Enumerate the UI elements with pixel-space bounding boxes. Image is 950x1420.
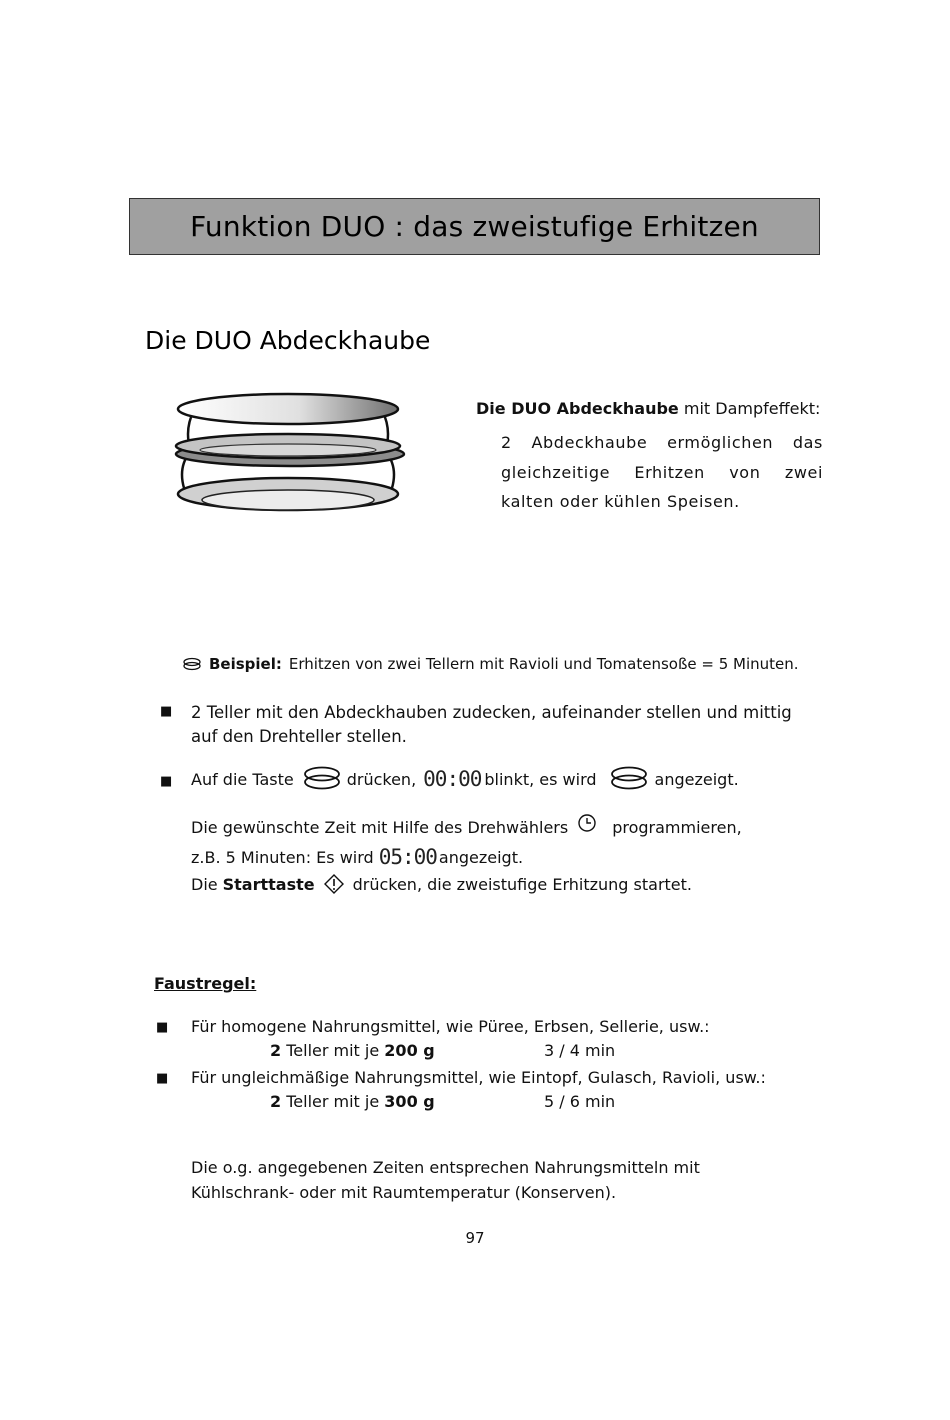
rule-quantity <box>270 1092 435 1111</box>
plate-count: 2 <box>270 1092 282 1111</box>
cover-description: 2 Abdeckhaube ermöglichen das gleichzeitige Erhitzen von zwei kalten oder kühlen Speisen. <box>501 433 823 511</box>
rule-time: 3 / 4 min <box>544 1041 616 1060</box>
plate-weight: 300 g <box>384 1092 435 1111</box>
rule-quantity <box>270 1041 435 1060</box>
instruction-example-time <box>191 845 523 869</box>
instruction-start <box>191 873 692 895</box>
rule-text: Für ungleichmäßige Nahrungsmittel, wie Eintopf, Gulasch, Ravioli, usw.: <box>191 1068 766 1087</box>
step-text-shown: angezeigt. <box>654 769 739 789</box>
page-number: 97 <box>465 1229 485 1247</box>
step-text-blinks: blinkt, es wird <box>484 769 597 789</box>
example-line <box>182 655 799 673</box>
example-time-shown: angezeigt. <box>438 847 524 867</box>
dial-text-program: programmieren, <box>612 818 742 837</box>
bullet-marker: ■ <box>156 1071 169 1086</box>
step-text-press: Auf die Taste <box>191 769 294 789</box>
start-text: Die <box>191 874 218 894</box>
plate-count: 2 <box>270 1041 282 1060</box>
section-title: Die DUO Abdeckhaube <box>145 326 431 355</box>
step-cover-plates: 2 Teller mit den Abdeckhauben zudecken, aufeinander stellen und mittig auf den Drehteller stellen. <box>191 703 792 746</box>
step-press-duo <box>191 766 739 792</box>
start-diamond-icon <box>323 873 345 895</box>
display-readout: 00:00 <box>423 767 482 791</box>
rule-time: 5 / 6 min <box>544 1092 616 1111</box>
example-label: Beispiel: <box>209 655 282 673</box>
bullet-marker: ■ <box>156 1020 169 1035</box>
rule-text: Für homogene Nahrungsmittel, wie Püree, Erbsen, Sellerie, usw.: <box>191 1017 710 1036</box>
start-button-label: Starttaste <box>222 874 315 894</box>
instruction-dial <box>191 818 742 837</box>
start-text-rest: drücken, die zweistufige Erhitzung startet. <box>352 874 692 894</box>
example-time-text: z.B. 5 Minuten: Es wird <box>191 847 374 867</box>
plate-text: Teller mit je <box>281 1041 385 1060</box>
rule-heading: Faustregel: <box>154 974 257 993</box>
cover-name: Die DUO Abdeckhaube <box>476 399 679 418</box>
cover-effect: mit Dampfeffekt: <box>678 399 821 418</box>
clock-dial-icon <box>576 812 598 834</box>
duo-icon <box>182 657 202 671</box>
temperature-note: Die o.g. angegebenen Zeiten entsprechen Nahrungsmitteln mit Kühlschrank- oder mit Raumtemperatur (Konserven). <box>191 1158 700 1202</box>
duo-button-icon <box>609 766 649 792</box>
bullet-marker: ■ <box>160 704 173 719</box>
dial-text: Die gewünschte Zeit mit Hilfe des Drehwählers <box>191 818 569 837</box>
title-banner <box>129 198 820 255</box>
duo-cover-illustration <box>172 388 407 520</box>
bullet-marker: ■ <box>160 774 173 789</box>
step-text-pressed: drücken, <box>346 769 417 789</box>
plate-weight: 200 g <box>384 1041 435 1060</box>
plate-text: Teller mit je <box>281 1092 385 1111</box>
page-title: Funktion DUO : das zweistufige Erhitzen <box>190 210 759 243</box>
example-text: Erhitzen von zwei Tellern mit Ravioli und Tomatensoße = 5 Minuten. <box>288 655 799 673</box>
cover-description-heading <box>476 399 820 418</box>
display-readout-time: 05:00 <box>378 845 437 869</box>
duo-button-icon <box>302 766 342 792</box>
